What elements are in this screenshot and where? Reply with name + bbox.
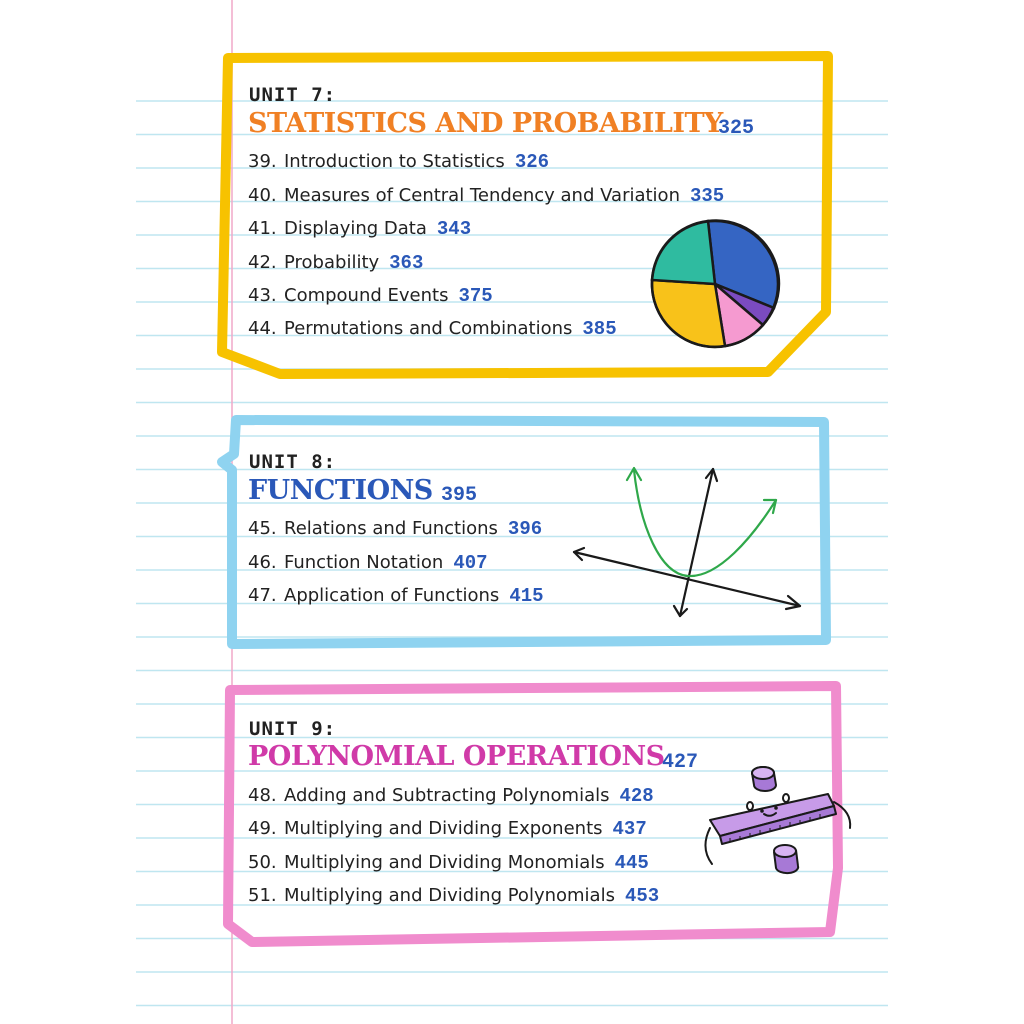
lesson-page: 385 xyxy=(582,318,617,340)
lesson-page: 453 xyxy=(624,885,660,907)
lesson-number: 46. xyxy=(248,552,277,573)
lesson-number: 50. xyxy=(248,852,277,873)
lesson-title: Multiplying and Dividing Monomials xyxy=(284,852,605,873)
lesson-number: 43. xyxy=(248,285,277,306)
unit-7-title: STATISTICS AND PROBABILITY xyxy=(248,108,723,139)
unit-7-page: 325 xyxy=(718,117,755,140)
lesson-title: Function Notation xyxy=(284,552,444,573)
lesson-page: 396 xyxy=(507,518,543,540)
lesson-number: 40. xyxy=(248,185,277,206)
lesson-page: 363 xyxy=(389,252,424,274)
unit-8-page: 395 xyxy=(441,484,478,507)
lesson-title: Introduction to Statistics xyxy=(284,151,505,172)
lesson-number: 49. xyxy=(248,818,277,839)
lesson-44[interactable] xyxy=(248,318,617,340)
unit-8-label: UNIT 8: xyxy=(249,451,337,473)
unit-9-page: 427 xyxy=(662,751,699,774)
lesson-title: Multiplying and Dividing Exponents xyxy=(284,818,603,839)
pie-chart-icon xyxy=(646,216,786,356)
lesson-title: Displaying Data xyxy=(284,218,427,239)
lesson-number: 44. xyxy=(248,318,277,339)
lesson-number: 51. xyxy=(248,885,277,906)
lesson-title: Adding and Subtracting Polynomials xyxy=(284,785,610,806)
unit-7-label: UNIT 7: xyxy=(249,84,337,106)
lesson-page: 428 xyxy=(619,785,654,807)
unit-8-title: FUNCTIONS xyxy=(248,475,433,506)
lesson-46[interactable] xyxy=(248,552,488,574)
lesson-43[interactable] xyxy=(248,285,493,307)
lesson-number: 48. xyxy=(248,785,277,806)
lesson-page: 375 xyxy=(458,285,493,307)
lesson-page: 407 xyxy=(453,552,488,574)
lesson-49[interactable] xyxy=(248,818,647,840)
lesson-page: 445 xyxy=(614,852,649,874)
lesson-39[interactable] xyxy=(248,151,549,173)
lesson-page: 343 xyxy=(436,218,472,240)
lesson-number: 45. xyxy=(248,518,277,539)
algebra-tiles-icon xyxy=(700,760,860,880)
lesson-title: Probability xyxy=(284,252,380,273)
lesson-page: 415 xyxy=(509,585,544,607)
lesson-number: 47. xyxy=(248,585,277,606)
lesson-40[interactable] xyxy=(248,185,724,207)
lesson-title: Permutations and Combinations xyxy=(284,318,573,339)
lesson-number: 41. xyxy=(248,218,277,239)
lesson-page: 335 xyxy=(689,185,725,207)
lesson-number: 42. xyxy=(248,252,277,273)
lesson-title: Relations and Functions xyxy=(284,518,498,539)
lesson-title: Compound Events xyxy=(284,285,449,306)
unit-9-label: UNIT 9: xyxy=(249,718,337,740)
lesson-48[interactable] xyxy=(248,785,654,807)
lesson-47[interactable] xyxy=(248,585,544,607)
lesson-page: 437 xyxy=(612,818,647,840)
lesson-41[interactable] xyxy=(248,218,471,240)
lesson-42[interactable] xyxy=(248,252,423,274)
lesson-51[interactable] xyxy=(248,885,659,907)
lesson-number: 39. xyxy=(248,151,277,172)
lesson-title: Application of Functions xyxy=(284,585,500,606)
unit-9-title: POLYNOMIAL OPERATIONS xyxy=(248,741,665,772)
lesson-50[interactable] xyxy=(248,852,649,874)
lesson-title: Multiplying and Dividing Polynomials xyxy=(284,885,615,906)
lesson-title: Measures of Central Tendency and Variation xyxy=(284,185,680,206)
lesson-page: 326 xyxy=(514,151,550,173)
function-graph-icon xyxy=(560,456,810,626)
lesson-45[interactable] xyxy=(248,518,542,540)
